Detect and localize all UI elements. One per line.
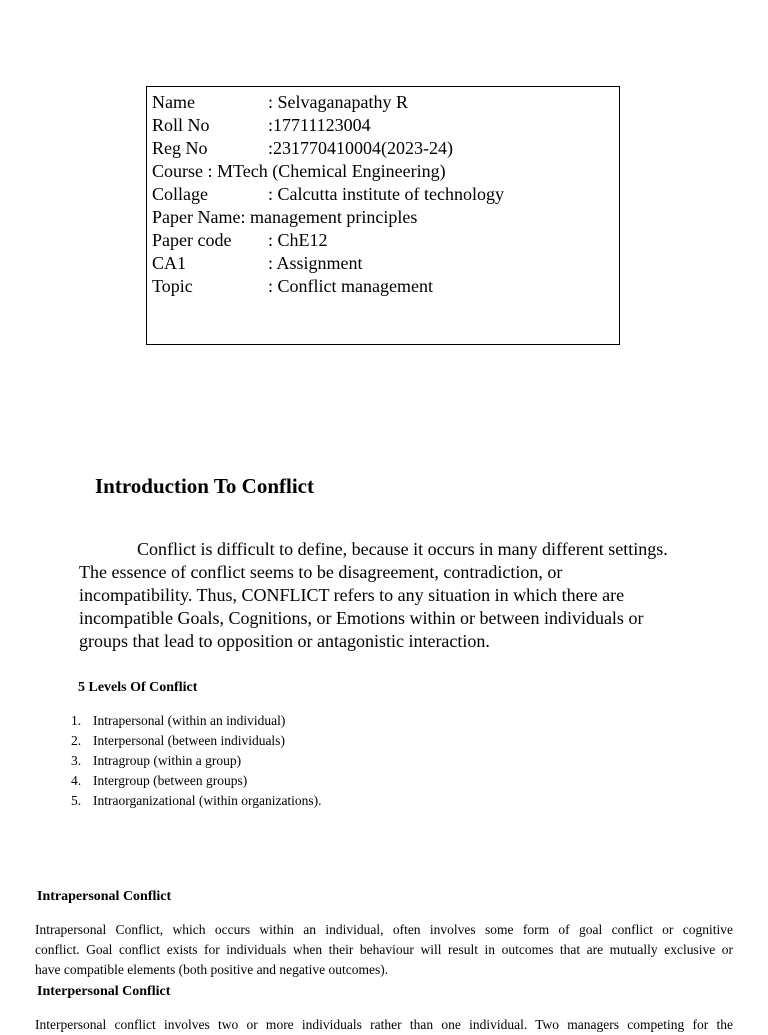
list-item-number: 5.: [71, 793, 82, 808]
student-info-box: [146, 86, 620, 345]
intro-line: The essence of conflict seems to be disagreement, contradiction, or: [79, 562, 563, 582]
collage-label: Collage: [152, 184, 208, 204]
paragraph-line: Intrapersonal Conflict, which occurs within an individual, often involves some form of goal conflict or cognitive: [35, 922, 733, 937]
list-item: [70, 711, 322, 731]
list-item-text: Intrapersonal (within an individual): [93, 713, 286, 728]
interpersonal-heading: Interpersonal Conflict: [37, 984, 171, 999]
list-item-number: 3.: [71, 753, 82, 768]
intro-line: Conflict is difficult to define, because it occurs in many different settings.: [137, 539, 668, 559]
levels-list: [70, 711, 322, 811]
intro-heading: Introduction To Conflict: [95, 474, 314, 498]
list-item-number: 1.: [71, 713, 82, 728]
paragraph-line: conflict. Goal conflict exists for individuals when their behaviour will result in outcomes that are mutually exclusive or: [35, 942, 733, 957]
list-item: [70, 731, 322, 751]
reg-value: :231770410004(2023-24): [268, 138, 453, 158]
intro-line: groups that lead to opposition or antagonistic interaction.: [79, 631, 490, 651]
paper-code-value: : ChE12: [268, 230, 328, 250]
reg-label: Reg No: [152, 138, 208, 158]
list-item: [70, 791, 322, 811]
list-item-number: 2.: [71, 733, 82, 748]
list-item-text: Intragroup (within a group): [93, 753, 242, 768]
roll-label: Roll No: [152, 115, 210, 135]
topic-value: : Conflict management: [268, 276, 433, 296]
intrapersonal-paragraph: [35, 920, 733, 980]
course-line: Course : MTech (Chemical Engineering): [152, 161, 446, 181]
list-item-text: Interpersonal (between individuals): [93, 733, 285, 748]
paper-code-label: Paper code: [152, 230, 232, 250]
roll-value: :17711123004: [268, 115, 371, 135]
list-item: [70, 751, 322, 771]
paragraph-line: Interpersonal conflict involves two or more individuals rather than one individual. Two managers competing for the: [35, 1017, 733, 1032]
interpersonal-paragraph: [35, 1015, 733, 1035]
ca-label: CA1: [152, 253, 187, 273]
list-item-number: 4.: [71, 773, 82, 788]
paragraph-line: have compatible elements (both positive and negative outcomes).: [35, 962, 389, 977]
collage-value: : Calcutta institute of technology: [268, 184, 504, 204]
ca-value: : Assignment: [268, 253, 363, 273]
paper-name-line: Paper Name: management principles: [152, 207, 418, 227]
intrapersonal-heading: Intrapersonal Conflict: [37, 889, 172, 904]
list-item-text: Intraorganizational (within organizations).: [93, 793, 322, 808]
topic-label: Topic: [152, 276, 193, 296]
name-value: : Selvaganapathy R: [268, 92, 408, 112]
list-item-text: Intergroup (between groups): [93, 773, 248, 788]
intro-line: incompatibility. Thus, CONFLICT refers to any situation in which there are: [79, 585, 625, 605]
intro-paragraph: [79, 538, 719, 653]
list-item: [70, 771, 322, 791]
levels-heading: 5 Levels Of Conflict: [78, 680, 198, 695]
intro-line: incompatible Goals, Cognitions, or Emotions within or between individuals or: [79, 608, 644, 628]
name-label: Name: [152, 92, 195, 112]
